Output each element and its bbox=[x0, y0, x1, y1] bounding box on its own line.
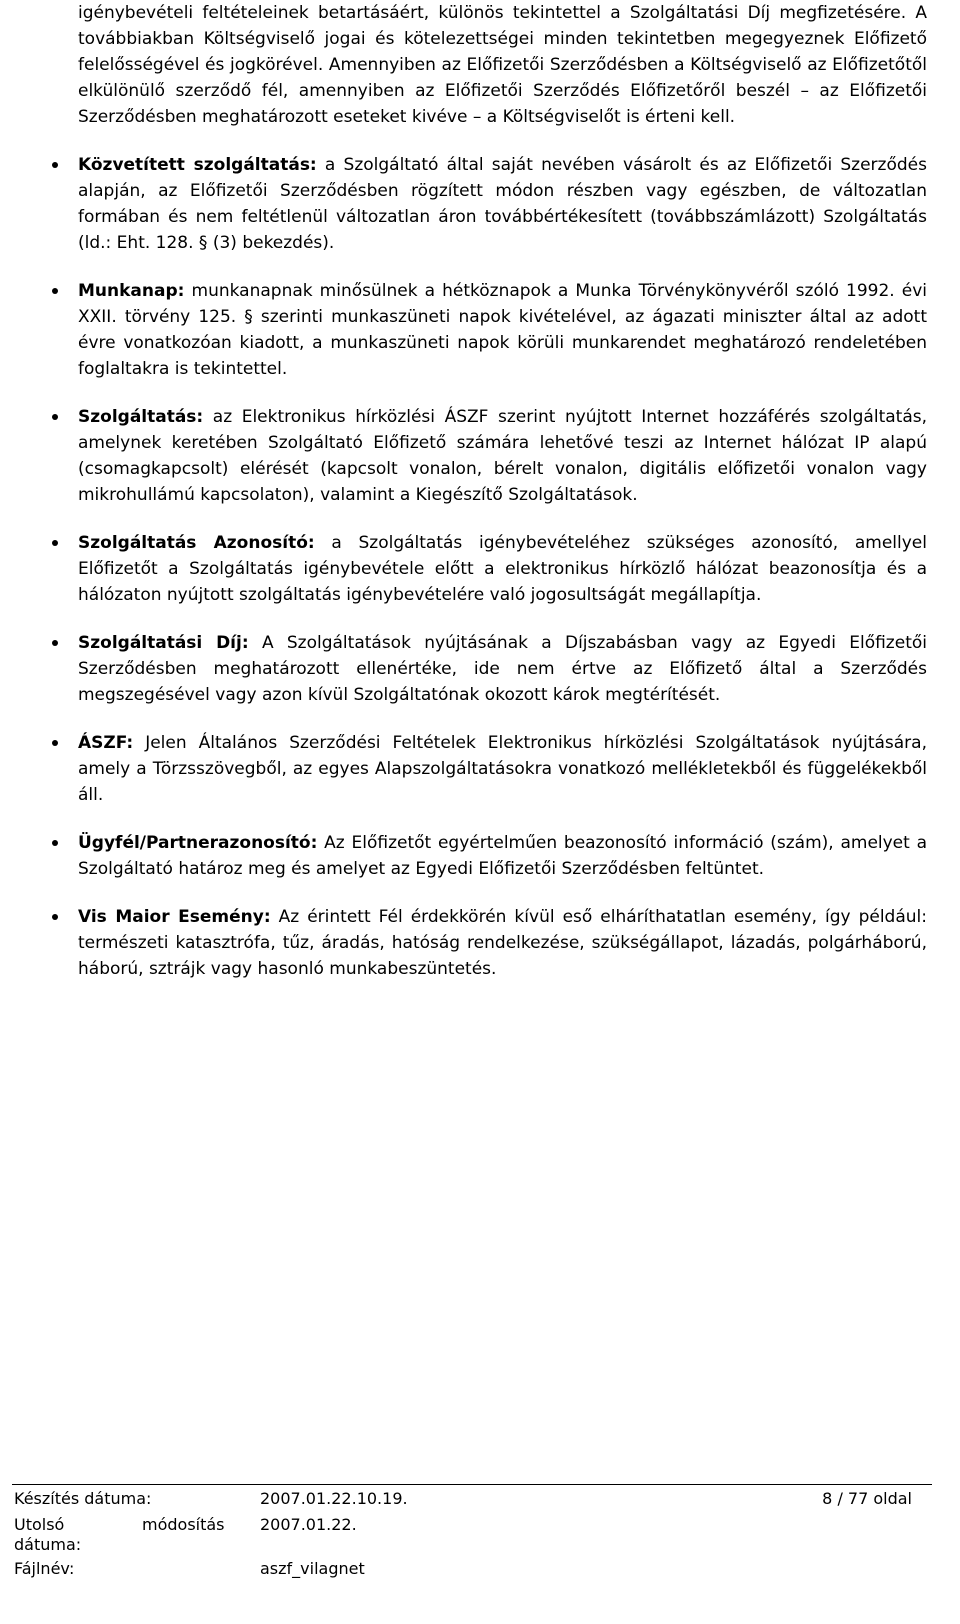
modified-label-word-1: Utolsó bbox=[14, 1515, 65, 1534]
bullet-icon bbox=[52, 540, 58, 546]
definition-text: Jelen Általános Szerződési Feltételek Elektronikus hírközlési Szolgáltatások nyújtására, amely a Törzsszövegből, az egyes Alapszolgáltatásokra vonatkozó mellékletekből és függelékekből áll. bbox=[78, 733, 927, 805]
bullet-icon bbox=[52, 740, 58, 746]
footer-row-modified bbox=[12, 1511, 932, 1555]
bullet-icon bbox=[52, 640, 58, 646]
definition-term: Vis Maior Esemény: bbox=[78, 907, 271, 927]
definition-text: a Szolgáltató által saját nevében vásárolt és az Előfizetői Szerződés alapján, az Előfizetői Szerződésben rögzített módon részben vagy egészben, de változatlan formában és nem feltétlenül változatlan áron továbbértékesített (továbbszámlázott) Szolgáltatás (ld.: Eht. 128. § (3) bekezdés). bbox=[78, 155, 927, 253]
intro-paragraph: igénybevételi feltételeinek betartásáért, különös tekintettel a Szolgáltatási Díj megfizetésére. A továbbiakban Költségviselő jogai és kötelezettségei minden tekintetben megegyeznek Előfizető felelősségével és jogkörével. Amennyiben az Előfizetői Szerződésben a Költségviselő az Előfizetőtől elkülönülő szerződő fél, amennyiben az Előfizetői Szerződés Előfizetőről beszél – az Előfizetői Szerződésben meghatározott eseteket kivéve – a Költségviselőt is érteni kell. bbox=[78, 3, 927, 127]
definition-term: Szolgáltatás: bbox=[78, 407, 204, 427]
modified-label-word-3: dátuma: bbox=[14, 1535, 82, 1554]
created-date-label: Készítés dátuma: bbox=[14, 1489, 152, 1508]
modified-date-value: 2007.01.22. bbox=[260, 1515, 357, 1534]
definition-text: A Szolgáltatások nyújtásának a Díjszabásban vagy az Egyedi Előfizetői Szerződésben meghatározott ellenértéke, ide nem értve az Előfizető által a Szerződés megszegésével vagy azon kívül Szolgáltatónak okozott károk megtérítését. bbox=[78, 633, 927, 705]
definition-term: Közvetített szolgáltatás: bbox=[78, 155, 317, 175]
bullet-icon bbox=[52, 840, 58, 846]
modified-label-word-2: módosítás bbox=[142, 1515, 225, 1534]
filename-label: Fájlnév: bbox=[14, 1559, 75, 1578]
definition-item bbox=[78, 730, 927, 808]
definition-item bbox=[78, 904, 927, 982]
definition-item bbox=[78, 152, 927, 256]
filename-value: aszf_vilagnet bbox=[260, 1559, 365, 1578]
bullet-icon bbox=[52, 162, 58, 168]
definition-text: az Elektronikus hírközlési ÁSZF szerint nyújtott Internet hozzáférés szolgáltatás, amelynek keretében Szolgáltató Előfizető számára lehetővé teszi az Internet hálózat IP alapú (csomagkapcsolt) elérését (kapcsolt vonalon, bérelt vonalon, digitális előfizetői vonalon vagy mikrohullámú kapcsolaton), valamint a Kiegészítő Szolgáltatások. bbox=[78, 407, 927, 505]
definition-term: Munkanap: bbox=[78, 281, 185, 301]
page-number: 8 / 77 oldal bbox=[822, 1489, 912, 1508]
definition-text: munkanapnak minősülnek a hétköznapok a Munka Törvénykönyvéről szóló 1992. évi XXII. törvény 125. § szerinti munkaszüneti napok kivételével, az ágazati miniszter által az adott évre vonatkozóan kiadott, a munkaszüneti napok körüli munkarendet meghatározó rendeletében foglaltakra is tekintettel. bbox=[78, 281, 927, 379]
definition-list bbox=[78, 152, 927, 982]
footer-row-created bbox=[12, 1485, 932, 1511]
footer-row-filename bbox=[12, 1555, 932, 1581]
definition-term: Szolgáltatási Díj: bbox=[78, 633, 249, 653]
definition-term: Ügyfél/Partnerazonosító: bbox=[78, 833, 318, 853]
definition-term: ÁSZF: bbox=[78, 733, 134, 753]
definition-text: Az Előfizetőt egyértelműen beazonosító információ (szám), amelyet a Szolgáltató határoz meg és amelyet az Egyedi Előfizetői Szerződésben feltüntet. bbox=[78, 833, 927, 879]
definition-item bbox=[78, 830, 927, 882]
definition-item bbox=[78, 404, 927, 508]
bullet-icon bbox=[52, 288, 58, 294]
bullet-icon bbox=[52, 914, 58, 920]
definition-term: Szolgáltatás Azonosító: bbox=[78, 533, 315, 553]
definition-item bbox=[78, 630, 927, 708]
bullet-icon bbox=[52, 414, 58, 420]
created-date-value: 2007.01.22.10.19. bbox=[260, 1489, 408, 1508]
page-footer bbox=[12, 1484, 932, 1581]
definition-text: a Szolgáltatás igénybevételéhez szükséges azonosító, amellyel Előfizetőt a Szolgáltatás igénybevétele előtt a elektronikus hírközlő hálózat beazonosítja és a hálózaton nyújtott szolgáltatás igénybevételére való jogosultságát megállapítja. bbox=[78, 533, 927, 605]
definition-item bbox=[78, 530, 927, 608]
definition-text: Az érintett Fél érdekkörén kívül eső elháríthatatlan esemény, így például: természeti katasztrófa, tűz, áradás, hatóság rendelkezése, szükségállapot, lázadás, polgárháború, háború, sztrájk vagy hasonló munkabeszüntetés. bbox=[78, 907, 927, 979]
definition-item bbox=[78, 278, 927, 382]
document-body bbox=[78, 0, 927, 982]
